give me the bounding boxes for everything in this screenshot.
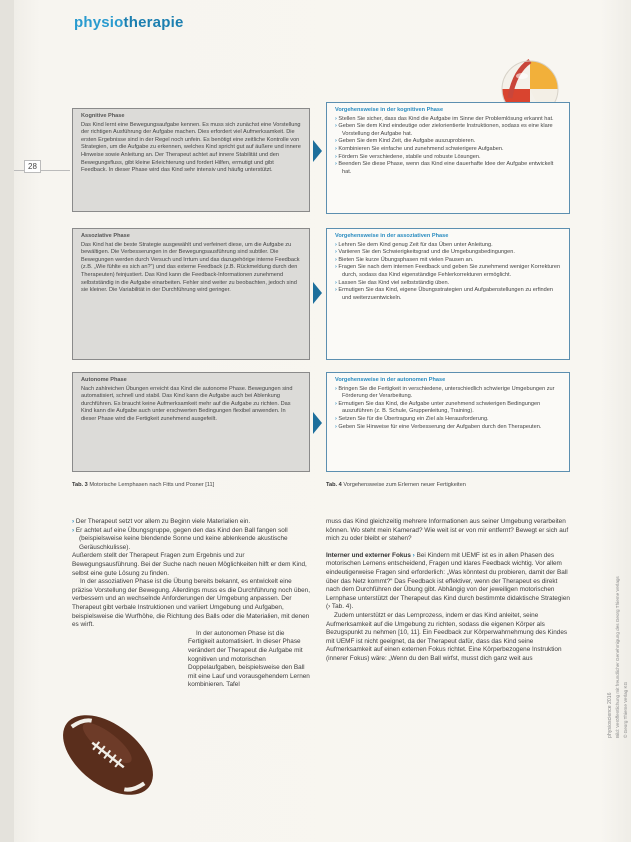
margin-note: © Georg Thieme Verlag KG [623, 681, 628, 738]
page-number-rule [14, 170, 70, 171]
caption-label: Tab. 4 [326, 482, 342, 488]
body-column-left [72, 518, 312, 690]
vertical-margin-notes [597, 470, 631, 740]
approach-item: › Kombinieren Sie einfache und zunehmend schwierigere Aufgaben. [335, 146, 561, 154]
phase-title: Assoziative Phase [81, 233, 130, 239]
approach-item: › Fördern Sie verschiedene, stabile und robuste Lösungen. [335, 154, 561, 162]
margin-note: physioscience 2016 [607, 692, 613, 738]
body-paragraph: Außerdem stellt der Therapeut Fragen zum Ergebnis und zur Bewegungsausführung. Bei der Suche nach neuen Möglichkeiten hilft er dem Kind, selbst eine gute Lösung zu finden. [72, 552, 307, 577]
brand-part-a: physio [74, 14, 124, 31]
table-caption-left [72, 482, 214, 488]
approach-title: Vorgehensweise in der kognitiven Phase [335, 107, 444, 113]
journal-brand [74, 14, 184, 31]
arrow-right-icon [313, 282, 322, 304]
brand-part-b: therapie [123, 14, 184, 31]
body-paragraph: In der assoziativen Phase ist die Übung bereits bekannt, es entwickelt eine präzise Vorstellung der Bewegung. Allerdings muss es die Durchführung noch üben, verbessern und an wechselnde Anforderungen der Umgebung anpassen. Der Therapeut gibt verbale Instruktionen und variiert Umgebung und Aufgaben, beispielsweise die Wurfhöhe, die Richtung des Balls oder die Materialien, mit denen es wirft. [72, 578, 311, 629]
phase-box-associative [72, 228, 310, 360]
approach-box-cognitive [326, 102, 570, 214]
arrow-right-icon [313, 412, 322, 434]
body-column-right: muss das Kind gleichzeitig mehrere Informationen aus seiner Umgebung verarbeiten können. Wo steht mein Kamerad? Wie weit ist er von mir entfernt? Bewegt er sich auf mich zu oder bleibt er stehen? Interner und externer Fokus › Bei Kindern mit UEMF ist es in allen Phasen des motorischen Lernens entscheidend, Fragen und klares Feedback wichtig. Vor allem eindeutigerweise Fragen sind erforderlich: „Was könntest du probieren, damit der Ball über das Netz kommt?“ Das Feedback ist effektiver, wenn der Therapeut es direkt nach dem Durchführen der Übung gibt. Abhängig von der jeweiligen motorischen Lernphase unterstützt der Therapeut das Kind durch bestimmte didaktische Strategien (› Tab. 4). Zudem unterstützt er das Lernprozess, indem er das Kind anleitet, seine Aufmerksamkeit auf die Umgebung zu richten, sodass die eigenen Körper als Bezugspunkt zu nehmen [10, 11]. Ein Feedback zur Körperwahrnehmung des Kindes mit UEMF ist nicht geeignet, da der Therapeut dafür, dass das Kind seine Aufmerksamkeit auf einen externen Fokus richtet. Eine Körperbezogene Instruktion (innerer Fokus) wäre: „Wenn du den Ball wirfst, musst dich ganz weit aus [326, 518, 570, 662]
approach-item: › Bringen Sie die Fertigkeit in verschiedene, unterschiedlich schwierige Umgebungen zur Förderung der Verarbeitung. [335, 386, 561, 401]
approach-item: › Ermutigen Sie das Kind, die Aufgabe unter zunehmend schwierigen Bedingungen auszuführen (z. B. Schule, Gruppenleitung, Training). [335, 401, 561, 416]
phase-description: Nach zahlreichen Übungen erreicht das Kind die autonome Phase. Bewegungen sind automatisiert, schnell und stabil. Das Kind kann die Aufgabe auch bei Ablenkung durchführen. Es braucht keine Aufmerksamkeit mehr auf die Aufgabe zu richten. Das Kind kann die Aufgabe auch unter erschwerten Bedingungen flexibel anwenden. In dieser Phase wird die Fertigkeit zunehmend ausgefeilt. [81, 385, 293, 422]
page-number: 28 [24, 160, 41, 173]
caption-label: Tab. 3 [72, 482, 88, 488]
approach-item: › Bieten Sie kurze Übungsphasen mit vielen Pausen an. [335, 257, 561, 265]
body-paragraph: muss das Kind gleichzeitig mehrere Informationen aus seiner Umgebung verarbeiten können. Wo steht mein Kamerad? Wie weit ist er von mir entfernt? Bewegt er sich auf mich zu oder bleibt er stehen? [326, 518, 569, 543]
phase-title: Autonome Phase [81, 377, 127, 383]
approach-box-autonomous [326, 372, 570, 472]
arrow-right-icon [313, 140, 322, 162]
table-caption-right [326, 482, 466, 488]
body-paragraph: Bei Kindern mit UEMF ist es in allen Phasen des motorischen Lernens entscheidend, Fragen und klares Feedback wichtig. Vor allem eindeutigerweise Fragen sind erforderlich: „Was könntest du probieren, damit der Ball über das Netz kommt?“ Das Feedback ist effektiver, wenn der Therapeut es direkt nach dem Durchführen der Übung gibt. Abhängig von der jeweiligen motorischen Lernphase unterstützt der Therapeut das Kind durch bestimmte didaktische Strategien (› Tab. 4). [326, 551, 570, 611]
body-bullet: › Er achtet auf eine Übungsgruppe, gegen den das Kind den Ball fangen soll (beispielsweise keine blendende Sonne und keine ablenkende akustische Geräuschkulisse). [72, 527, 312, 553]
approach-box-associative [326, 228, 570, 360]
margin-note: Bild: Veröffentlichung mit freundlicher Genehmigung des Georg Thieme Verlags [615, 576, 620, 738]
approach-item: › Geben Sie dem Kind Zeit, die Aufgabe auszuprobieren. [335, 138, 561, 146]
approach-item: › Lassen Sie das Kind viel selbstständig üben. [335, 280, 561, 288]
body-bullet: › Der Therapeut setzt vor allem zu Beginn viele Materialien ein. [72, 518, 312, 527]
caption-text: Motorische Lernphasen nach Fitts und Posner [11] [89, 482, 215, 488]
approach-item: › Ermutigen Sie das Kind, eigene Übungsstrategien und Aufgabenstellungen zu erfinden und weiterzuentwickeln. [335, 287, 561, 302]
phase-description: Das Kind hat die beste Strategie ausgewählt und verfeinert diese, um die Aufgabe zu bewältigen. Die Verbesserungen in der Bewegungsausführung sind subtiler. Die Bewegungen werden durch Versuch und Irrtum und das dazugehörige interne Feedback (z.B. „Wie fühlte es sich an?“) und das externe Feedback (z.B. Rückmeldung durch den Therapeuten) feinjustiert. Das Kind kann die Feedback-Informationen zunehmend selbstständig in die Aufgabe einarbeiten. Fehler sind weiter zu beobachten, jedoch sind sie kleiner. Die Variabilität in der Durchführung wird geringer. [81, 241, 300, 294]
approach-item: › Geben Sie Hinweise für eine Verbesserung der Aufgaben durch den Therapeuten. [335, 424, 561, 432]
body-paragraph: In der autonomen Phase ist die Fertigkeit automatisiert. In dieser Phase verändert der Therapeut die Aufgabe mit kognitiven und motorischen Doppelaufgaben, beispielsweise den Ball mit eine Lauf und vorausgehendem Lernen kombinieren. Tafel [188, 629, 310, 689]
approach-title: Vorgehensweise in der assoziativen Phase [335, 233, 449, 239]
section-subheading: Interner und externer Fokus [326, 551, 411, 559]
body-paragraph: Zudem unterstützt er das Lernprozess, indem er das Kind anleitet, seine Aufmerksamkeit auf die Umgebung zu richten, sodass die eigenen Körper als Bezugspunkt zu nehmen [10, 11]. Ein Feedback zur Körperwahrnehmung des Kindes mit UEMF ist nicht geeignet, da der Therapeut dafür, dass das Kind seine Aufmerksamkeit auf einen externen Fokus richtet. Eine Körperbezogene Instruktion (innerer Fokus) wäre: „Wenn du den Ball wirfst, musst dich ganz weit aus [326, 611, 568, 662]
approach-item: › Variieren Sie den Schwierigkeitsgrad und die Umgebungsbedingungen. [335, 249, 561, 257]
approach-item: › Lehren Sie dem Kind genug Zeit für das Üben unter Anleitung. [335, 242, 561, 250]
phase-description: Das Kind lernt eine Bewegungsaufgabe kennen. Es muss sich zunächst eine Vorstellung der richtigen Ausführung der Aufgabe machen. Dies erfordert viel Aufmerksamkeit. Die ersten Ergebnisse sind in der Regel noch unfein. Es benötigt eine zeitliche Kontrolle von Strategien, um die Aufgabe zu erkennen, welches Kind spricht gut auf äußere und innere Hinweise sowie Anleitung an. Der Therapeut achtet auf innere Stabilität und den Bewegungsfluss, gibt kleine Erleichterung und fordert Hilfen, ermutigt und gibt Feedback. In dieser Phase wird das Kind sehr intensiv und häufig unterstützt. [81, 121, 301, 174]
approach-item: › Setzen Sie für die Übertragung ein Ziel als Herausforderung. [335, 416, 561, 424]
approach-item: › Geben Sie dem Kind eindeutige oder zielorientierte Instruktionen, sodass es eine klare Vorstellung der Aufgabe hat. [335, 123, 561, 138]
phase-box-cognitive [72, 108, 310, 212]
page-gutter [0, 0, 14, 842]
approach-item: › Beenden Sie diese Phase, wenn das Kind eine dauerhafte Idee der Aufgabe entwickelt hat. [335, 161, 561, 176]
approach-item: › Fragen Sie nach dem internen Feedback und geben Sie zunehmend weniger Korrekturen durch, sodass das Kind eigenständige Fehlerkorrekturen ermöglicht. [335, 264, 561, 279]
caption-text: Vorgehensweise zum Erlernen neuer Fertigkeiten [343, 482, 466, 488]
phase-box-autonomous [72, 372, 310, 472]
approach-title: Vorgehensweise in der autonomen Phase [335, 377, 446, 383]
phase-title: Kognitive Phase [81, 113, 125, 119]
approach-item: › Stellen Sie sicher, dass das Kind die Aufgabe im Sinne der Problemlösung erkannt hat. [335, 116, 561, 124]
football-icon [48, 700, 168, 810]
